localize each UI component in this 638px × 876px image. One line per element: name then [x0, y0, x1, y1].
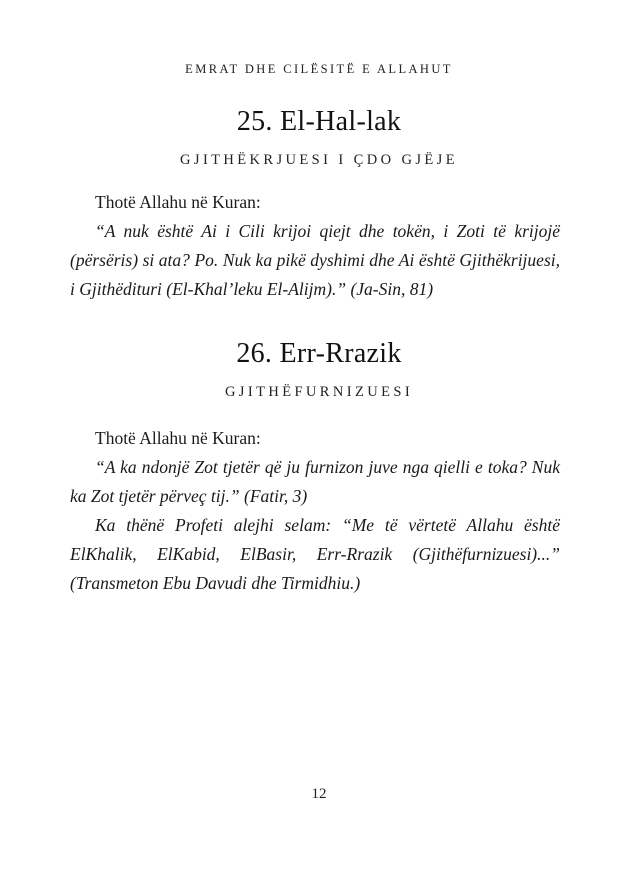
quote-text-25: “A nuk është Ai i Cili krijoi qiejt dhe tokën, i Zoti të krijojë (përsëris) si ata? Po. Nuk ka pikë dyshimi dhe Ai është Gjithëkrijuesi, i Gjithëdituri (El-Khal’leku El-Alijm).” [70, 221, 560, 299]
quote-reference-25: (Ja-Sin, 81) [346, 279, 434, 299]
section-title-25: 25. El-Hal-lak [236, 106, 402, 137]
section-subtitle-26: GJITHËFURNIZUESI [224, 384, 414, 400]
intro-text-26: Thotë Allahu në Kuran: [95, 428, 261, 448]
page-number: 12 [311, 786, 327, 802]
quote-reference-26: (Fatir, 3) [239, 486, 308, 506]
quote-text-26: “A ka ndonjë Zot tjetër që ju furnizon juve nga qielli e toka? Nuk ka Zot tjetër përveç tij.” [70, 457, 560, 506]
section-subtitle-25: GJITHËKRJUESI I ÇDO GJËJE [180, 152, 458, 168]
section-title-26: 26. Err-Rrazik [236, 338, 402, 369]
quran-quote-26 [70, 453, 560, 511]
quran-quote-25 [70, 217, 560, 304]
running-header: EMRAT DHE CILËSITË E ALLAHUT [185, 62, 453, 76]
intro-text-25: Thotë Allahu në Kuran: [95, 192, 261, 212]
hadith-quote-26: Ka thënë Profeti alejhi selam: “Me të vërtetë Allahu është ElKhalik, ElKabid, ElBasir, Err-Rrazik (Gjithëfurnizuesi)...” (Transmeton Ebu Davudi dhe Tirmidhiu.) [70, 515, 560, 593]
